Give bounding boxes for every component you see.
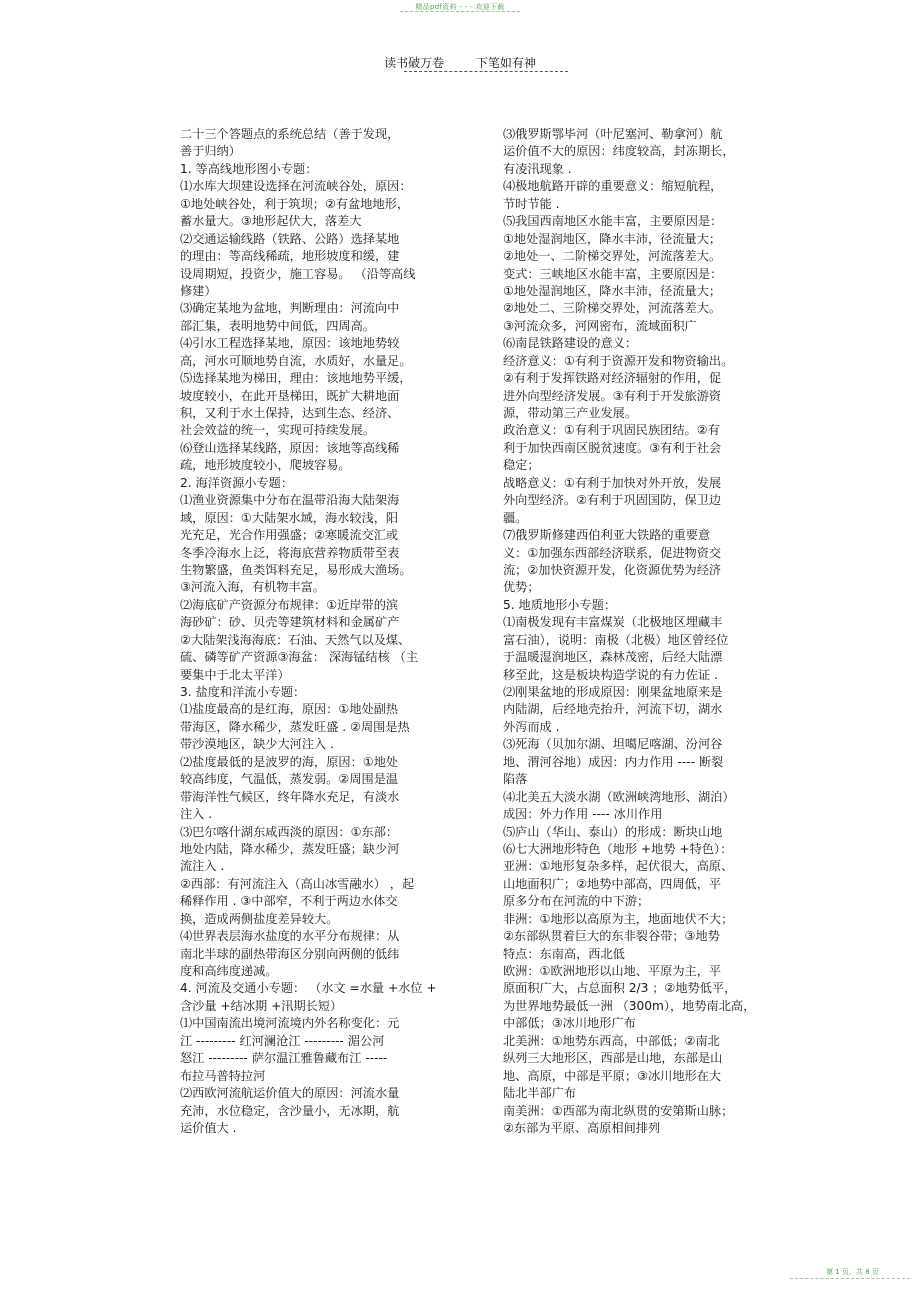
text-line: 光充足，光合作用强盛；②寒暖流交汇或 (180, 528, 399, 543)
text-line: 中部低；③冰川地形广布 (503, 1016, 636, 1031)
text-line: 疏，地形坡度较小，爬坡容易。 (180, 458, 351, 473)
text-line: ②西部：有河流注入（高山冰雪融水） ，起 (180, 876, 415, 891)
text-line: 有凌汛现象 . (503, 161, 572, 176)
text-line: 二十三个答题点的系统总结（善于发现， (180, 127, 400, 141)
text-line: 硫、磷等矿产资源③海盆： 深海锰结核 （主 (180, 650, 419, 665)
text-line: 运价值大 . (180, 1120, 237, 1135)
text-line: ①地处峡谷处，利于筑坝；②有盆地地形， (180, 196, 410, 211)
header-underline (404, 71, 568, 72)
text-line: 内陆湖，后经地壳抬升，河流下切，湖水 (503, 702, 723, 717)
text-line: 海砂矿：砂、贝壳等建筑材料和金属矿产 (180, 615, 400, 630)
text-line: 欧洲：①欧洲地形以山地、平原为主，平 (503, 964, 722, 978)
text-line: ⑶死海（贝加尔湖、坦噶尼喀湖、汾河谷 (503, 737, 723, 752)
text-line: ⑸选择某地为梯田，理由：该地地势平缓， (180, 371, 412, 386)
text-line: 域，原因：①大陆架水域，海水较浅，阳 (180, 510, 399, 525)
text-line: 设周期短，投资少，施工容易。 （沿等高线 (180, 266, 416, 281)
text-line: ⑵盐度最低的是波罗的海，原因：①地处 (180, 754, 399, 769)
text-line: 政治意义：①有利于巩固民族团结。②有 (503, 423, 720, 438)
text-line: ⑹南昆铁路建设的意义： (503, 336, 638, 351)
text-line: 经济意义：①有利于资源开发和物资输出。 (503, 353, 734, 368)
text-line: 高，河水可顺地势自流，水质好，水量足。 (180, 353, 412, 368)
text-line: 稳定； (503, 458, 540, 473)
text-line: 特点：东南高，西北低 (503, 946, 625, 961)
text-line: 5. 地质地形小专题： (503, 597, 617, 612)
text-line: ⑹七大洲地形特色（地形 +地势 +特色）： (503, 841, 733, 856)
text-line: 利于加快西南区脱贫速度。③有利于社会 (503, 440, 722, 455)
text-line: 部汇集，表明地势中间低，四周高。 (180, 318, 375, 333)
text-line: 南北半球的副热带海区分别向两侧的低纬 (180, 946, 400, 961)
text-line: 原多分布在河流的中下游； (503, 894, 650, 909)
text-line: ⑷引水工程选择某地，原因：该地地势较 (180, 336, 400, 351)
text-line: 带海区，降水稀少，蒸发旺盛 . ②周围是热 (180, 719, 410, 734)
text-line: 地、高原，中部是平原；③冰川地形在大 (503, 1068, 722, 1083)
text-line: ⑹登山选择某线路，原因：该地等高线稀 (180, 440, 400, 455)
text-line: ⑴南极发现有丰富煤炭（北极地区埋藏丰 (503, 615, 723, 630)
text-line: 修建） (180, 283, 217, 298)
text-line: 为世界地势最低一洲 （300m），地势南北高， (503, 998, 756, 1013)
header-left-text: 读书破万卷 (384, 56, 445, 70)
text-line: ②地处二、三阶梯交界处，河流落差大。 (503, 301, 722, 316)
text-line: 带沙漠地区，缺少大河注入 . (180, 737, 334, 752)
text-line: ⑵交通运输线路（铁路、公路）选择某地 (180, 231, 400, 246)
text-line: 地处内陆，降水稀少，蒸发旺盛；缺少河 (180, 841, 400, 856)
text-line: 带海洋性气候区，终年降水充足，有淡水 (180, 789, 400, 804)
text-line: ⑸我国西南地区水能丰富，主要原因是： (503, 214, 723, 229)
text-line: 南美洲：①西部为南北纵贯的安第斯山脉； (503, 1103, 734, 1118)
text-line: 冬季冷海水上泛，将海底营养物质带至表 (180, 545, 400, 560)
text-line: ⑴渔业资源集中分布在温带沿海大陆架海 (180, 493, 400, 508)
text-line: ②东部为平原、高原相间排列 (503, 1120, 661, 1135)
text-line: ⑷世界表层海水盐度的水平分布规律：从 (180, 929, 400, 944)
text-line: 较高纬度，气温低，蒸发弱。②周围是温 (180, 772, 399, 787)
footer-divider (790, 1278, 910, 1279)
text-line: 积，又利于水土保持，达到生态、经济、 (180, 406, 400, 420)
text-line: 源，带动第三产业发展。 (503, 406, 638, 420)
text-line: ⑶巴尔喀什湖东咸西淡的原因：①东部： (180, 824, 399, 839)
text-line: ⑺俄罗斯修建西伯利亚大铁路的重要意 (503, 528, 711, 543)
text-line: 1. 等高线地形图小专题： (180, 161, 318, 176)
text-line: 3. 盐度和洋流小专题： (180, 685, 306, 699)
text-line: 变式：三峡地区水能丰富，主要原因是： (503, 266, 723, 281)
text-line: 充沛，水位稳定，含沙量小，无冰期，航 (180, 1103, 400, 1118)
text-line: ⑴中国南流出境河流境内外名称变化：元 (180, 1016, 400, 1031)
text-line: 移至此，这是板块构造学说的有力佐证 . (503, 667, 718, 682)
text-line: 地、渭河谷地）成因：内力作用 ---- 断裂 (503, 754, 724, 769)
text-line: ⑴盐度最高的是红海，原因：①地处副热 (180, 702, 399, 717)
text-line: 善于归纳） (180, 144, 241, 159)
banner-divider (400, 11, 520, 12)
text-line: 富石油），说明：南极（北极）地区曾经位 (503, 632, 729, 647)
text-line: 含沙量 +结冰期 +汛期长短） (180, 998, 343, 1013)
text-line: 义：①加强东西部经济联系，促进物资交 (503, 545, 722, 560)
right-column (503, 126, 795, 1137)
text-line: 运价值不大的原因：纬度较高，封冻期长， (503, 144, 735, 159)
text-line: 蓄水量大。③地形起伏大，落差大 (180, 214, 362, 229)
text-line: 度和高纬度递减。 (180, 964, 278, 978)
text-line: 陷落 (503, 772, 528, 787)
text-line: ②有利于发挥铁路对经济辐射的作用，促 (503, 371, 722, 386)
text-line: ①地处湿润地区，降水丰沛，径流量大； (503, 283, 722, 298)
text-line: 进外向型经济发展。③有利于开发旅游资 (503, 388, 722, 403)
text-line: 稀释作用 . ③中部窄，不利于两边水体交 (180, 894, 398, 909)
text-line: ⑷北美五大淡水湖（欧洲峡湾地形、湖泊） (503, 789, 735, 804)
download-banner: 精品pdf资料 - - - 欢迎下载 (415, 3, 505, 11)
text-line: 的理由：等高线稀疏，地形坡度和缓，建 (180, 249, 400, 264)
text-line: ⑶确定某地为盆地，判断理由：河流向中 (180, 301, 400, 316)
text-line: 山地面积广；②地势中部高，四周低，平 (503, 876, 722, 891)
text-line: 原面积广大，占总面积 2/3 ；②地势低平， (503, 981, 737, 996)
text-line: 要集中于北太平洋） (180, 667, 290, 682)
text-line: 亚洲：①地形复杂多样，起伏很大，高原、 (503, 859, 734, 874)
text-line: 生物繁盛，鱼类饵料充足，易形成大渔场。 (180, 562, 412, 577)
header-right-text: 下笔如有神 (475, 56, 536, 70)
text-line: 怒江 --------- 萨尔温江雅鲁藏布江 ----- (180, 1051, 388, 1066)
text-line: ⑵西欧河流航运价值大的原因：河流水量 (180, 1086, 400, 1101)
text-line: ⑴水库大坝建设选择在河流峡谷处，原因： (180, 179, 412, 194)
text-line: 流；②加快资源开发，化资源优势为经济 (503, 562, 722, 577)
text-line: ⑷极地航路开辟的重要意义：缩短航程， (503, 179, 723, 194)
text-line: 非洲：①地形以高原为主，地面地伏不大； (503, 911, 734, 926)
text-line: 于温暖湿润地区，森林茂密，后经大陆漂 (503, 650, 723, 665)
text-line: 外向型经济。②有利于巩固国防，保卫边 (503, 493, 722, 508)
text-line: 江 --------- 红河澜沧江 --------- 湄公河 (180, 1033, 385, 1048)
text-line: 疆。 (503, 510, 528, 525)
text-line: 纵列三大地形区，西部是山地，东部是山 (503, 1051, 723, 1066)
text-line: ①地处湿润地区，降水丰沛，径流量大； (503, 231, 722, 246)
text-line: 注入 . (180, 807, 213, 822)
text-line: ②地处一、二阶梯交界处，河流落差大。 (503, 249, 722, 264)
text-line: ②大陆架浅海海底：石油、天然气以及煤、 (180, 632, 411, 647)
text-line: 4. 河流及交通小专题： （水文 =水量 +水位 + (180, 981, 437, 996)
left-column (180, 126, 480, 1137)
text-line: 2. 海洋资源小专题： (180, 475, 294, 490)
text-line: 流注入 . (180, 859, 225, 874)
text-line: 社会效益的统一，实现可持续发展。 (180, 423, 375, 438)
text-line: ②东部纵贯着巨大的东非裂谷带；③地势 (503, 929, 720, 944)
text-line: ⑵刚果盆地的形成原因：刚果盆地原来是 (503, 685, 723, 699)
text-line: ③河流入海，有机物丰富。 (180, 580, 325, 595)
text-line: 优势； (503, 580, 540, 595)
text-line: 节时节能 . (503, 196, 560, 211)
text-line: 换，造成两侧盐度差异较大。 (180, 911, 339, 926)
text-line: ⑶俄罗斯鄂毕河（叶尼塞河、勒拿河）航 (503, 127, 723, 141)
text-line: 布拉马普特拉河 (180, 1068, 266, 1083)
text-line: 坡度较小，在此开垦梯田，既扩大耕地面 (180, 388, 400, 403)
text-line: 外泻而成 . (503, 719, 560, 734)
text-line: 战略意义：①有利于加快对外开放，发展 (503, 475, 722, 490)
text-line: ③河流众多，河网密布，流域面积广 (503, 318, 697, 333)
text-line: ⑵海底矿产资源分布规律：①近岸带的滨 (180, 597, 399, 612)
text-line: 北美洲：①地势东西高，中部低；②南北 (503, 1033, 720, 1048)
text-line: ⑸庐山（华山、泰山）的形成：断块山地 (503, 824, 723, 839)
text-line: 陆北半部广布 (503, 1086, 577, 1101)
text-line: 成因：外力作用 ---- 冰川作用 (503, 807, 663, 822)
page-header (0, 54, 920, 71)
page-counter: 第 1 页，共 8 页 (826, 1268, 879, 1276)
